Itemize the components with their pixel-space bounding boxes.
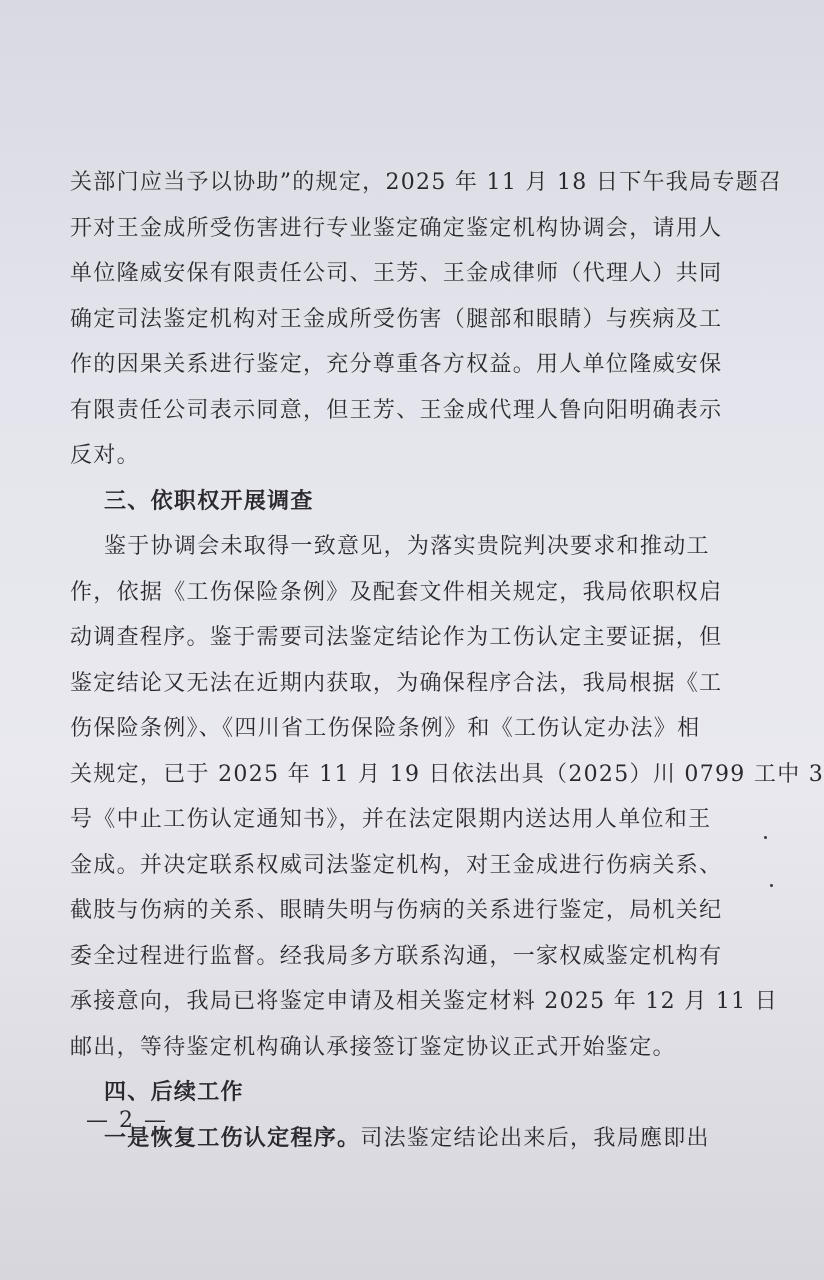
paragraph-3-lead: 一是恢复工伤认定程序。: [104, 1125, 361, 1151]
section-heading-4: 四、后续工作: [104, 1080, 244, 1105]
paragraph-2-line-7: 号《中止工伤认定通知书》，并在法定限期内送达用人单位和王: [70, 807, 712, 832]
paragraph-1-line-2: 开对王金成所受伤害进行专业鉴定确定鉴定机构协调会，请用人: [70, 215, 723, 241]
paragraph-2-line-6: 关规定，已于 2025 年 11 月 19 日依法出具（2025）川 0799 工中 3: [70, 761, 824, 787]
document-body: [70, 160, 824, 1161]
paragraph-3-text: 司法鉴定结论出来后，我局應即出: [360, 1125, 710, 1151]
paper-speck: [764, 836, 767, 839]
paragraph-1-line-1: 关部门应当予以协助”的规定，2025 年 11 月 18 日下午我局专题召: [70, 170, 783, 195]
paragraph-1-line-5: 作的因果关系进行鉴定，充分尊重各方权益。用人单位隆威安保: [70, 352, 723, 377]
paragraph-2-line-8: 金成。并决定联系权威司法鉴定机构，对王金成进行伤病关系、: [70, 852, 723, 878]
paragraph-1-line-3: 单位隆威安保有限责任公司、王芳、王金成律师（代理人）共同: [70, 261, 723, 286]
paragraph-2-line-3: 动调查程序。鉴于需要司法鉴定结论作为工伤认定主要证据，但: [70, 625, 723, 650]
paragraph-2-line-2: 作，依据《工伤保险条例》及配套文件相关规定，我局依职权启: [70, 579, 723, 605]
paragraph-2-line-5: 伤保险条例》、《四川省工伤保险条例》和《工伤认定办法》相: [70, 716, 701, 741]
section-heading-3: 三、依职权开展调查: [104, 488, 314, 514]
paragraph-1-line-6: 有限责任公司表示同意，但王芳、王金成代理人鲁向阳明确表示: [70, 397, 723, 423]
paragraph-2-line-10: 委全过程进行监督。经我局多方联系沟通，一家权威鉴定机构有: [70, 943, 723, 969]
paragraph-1-line-7: 反对。: [70, 443, 140, 468]
page-number: — 2 —: [86, 1108, 168, 1133]
paragraph-1-line-4: 确定司法鉴定机构对王金成所受伤害（腿部和眼睛）与疾病及工: [70, 306, 723, 332]
paragraph-2-line-11: 承接意向，我局已将鉴定申请及相关鉴定材料 2025 年 12 月 11 日: [70, 989, 779, 1014]
paragraph-2-line-1: 鉴于协调会未取得一致意见，为落实贵院判决要求和推动工: [104, 534, 710, 559]
paragraph-2-line-12: 邮出，等待鉴定机构确认承接签订鉴定协议正式开始鉴定。: [70, 1034, 676, 1060]
paragraph-2-line-9: 截肢与伤病的关系、眼睛失明与伤病的关系进行鉴定，局机关纪: [70, 898, 723, 923]
paper-speck: [770, 884, 773, 887]
paragraph-2-line-4: 鉴定结论又无法在近期内获取，为确保程序合法，我局根据《工: [70, 670, 723, 696]
